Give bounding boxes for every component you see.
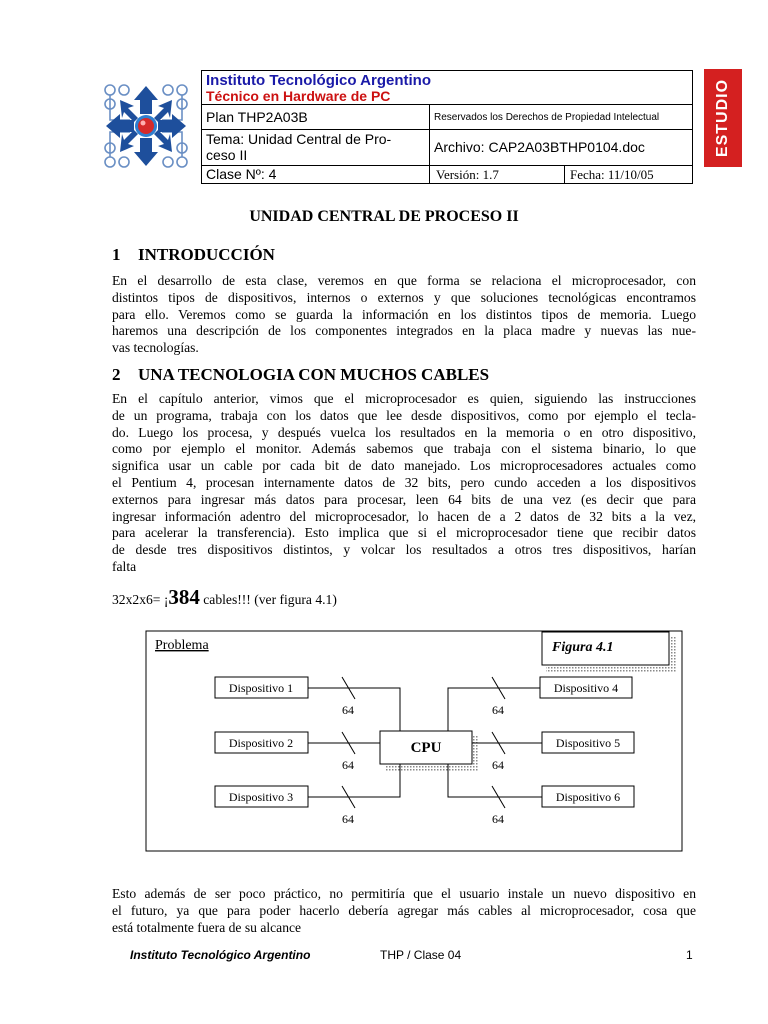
study-tab: ESTUDIO bbox=[704, 69, 742, 167]
problem-label: Problema bbox=[155, 638, 209, 653]
footer-doc-ref: THP / Clase 04 bbox=[380, 948, 462, 962]
bus-width-label: 64 bbox=[492, 758, 504, 772]
cable-formula: 32x2x6= ¡384 cables!!! (ver figura 4.1) bbox=[112, 585, 337, 609]
section-2-paragraph: En el capítulo anterior, vimos que el microprocesador es quien, siguiendo las instrucciones de un programa, trabaja con los datos que lee desde dispositivos, como por ejemplo el tecla- do. Luego los procesa, y después vuelca los resultados en la memoria o en otro dispositivo, como por ejemplo el monitor. Además sabemos que trabaja con el sistema binario, lo que significa usar un cable por cada bit de dato manejado. Los microprocesadores actuales como el Pentium 4, procesan internamente datos de 32 bits, pero cundo acceden a los dispositivos externos para ingresar más datos para procesar, leen 64 bits de una vez (es decir que para ingresar información adentro del microprocesador, lo hacen de a 2 datos de 32 bits a la vez, para acelerar la transferencia). Esto implica que si el microprocesador tiene que recibir datos de desde tres dispositivos distintos, y volcar los resultados a otros tres dispositivos, harían falta bbox=[112, 391, 696, 574]
topic: Tema: Unidad Central de Pro- ceso II bbox=[206, 131, 392, 163]
cpu-label: CPU bbox=[410, 740, 442, 756]
device-1-label: Dispositivo 1 bbox=[228, 681, 294, 695]
device-2-label: Dispositivo 2 bbox=[228, 736, 294, 750]
document-title: UNIDAD CENTRAL DE PROCESO II bbox=[249, 208, 519, 225]
footer-institute: Instituto Tecnológico Argentino bbox=[130, 948, 311, 962]
section-2-heading: 2 UNA TECNOLOGIA CON MUCHOS CABLES bbox=[112, 365, 490, 384]
header-table bbox=[201, 70, 693, 184]
bus-width-label: 64 bbox=[342, 812, 354, 826]
device-4-label: Dispositivo 4 bbox=[553, 681, 619, 695]
device-6-label: Dispositivo 6 bbox=[555, 790, 621, 804]
class-number: Clase Nº: 4 bbox=[206, 166, 277, 182]
bus-width-label: 64 bbox=[342, 758, 354, 772]
section-1-heading: 1 INTRODUCCIÓN bbox=[112, 245, 275, 264]
course-name: Técnico en Hardware de PC bbox=[206, 88, 391, 104]
bus-width-label: 64 bbox=[492, 812, 504, 826]
date: Fecha: 11/10/05 bbox=[570, 167, 654, 182]
closing-paragraph: Esto además de ser poco práctico, no permitiría que el usuario instale un nuevo dispositivo en el futuro, ya que para poder hacerlo debería agregar más cables al microprocesador, cosa que está totalmente fuera de su alcance bbox=[112, 886, 696, 935]
page-number: 1 bbox=[686, 948, 693, 962]
plan-code: Plan THP2A03B bbox=[206, 109, 308, 125]
bus-width-label: 64 bbox=[492, 703, 504, 717]
institute-logo bbox=[100, 80, 192, 172]
device-5-label: Dispositivo 5 bbox=[555, 736, 621, 750]
device-3-label: Dispositivo 3 bbox=[228, 790, 294, 804]
rights-notice: Reservados los Derechos de Propiedad Intelectual bbox=[434, 112, 660, 123]
version: Versión: 1.7 bbox=[436, 167, 499, 182]
figure-4-1 bbox=[140, 625, 685, 855]
figure-caption: Figura 4.1 bbox=[552, 640, 614, 655]
section-1-paragraph: En el desarrollo de esta clase, veremos en que forma se relaciona el microprocesador, con distintos tipos de dispositivos, internos o externos y que soluciones tecnológicas encontramos para ello. Veremos como se guarda la información en los distintos tipos de memoria. Luego haremos una descripción de los componentes integrados en la placa madre y nuevas las nue- vas tecnologías. bbox=[112, 273, 696, 356]
institute-name: Instituto Tecnológico Argentino bbox=[206, 72, 431, 89]
file-name: Archivo: CAP2A03BTHP0104.doc bbox=[434, 139, 645, 155]
bus-width-label: 64 bbox=[342, 703, 354, 717]
